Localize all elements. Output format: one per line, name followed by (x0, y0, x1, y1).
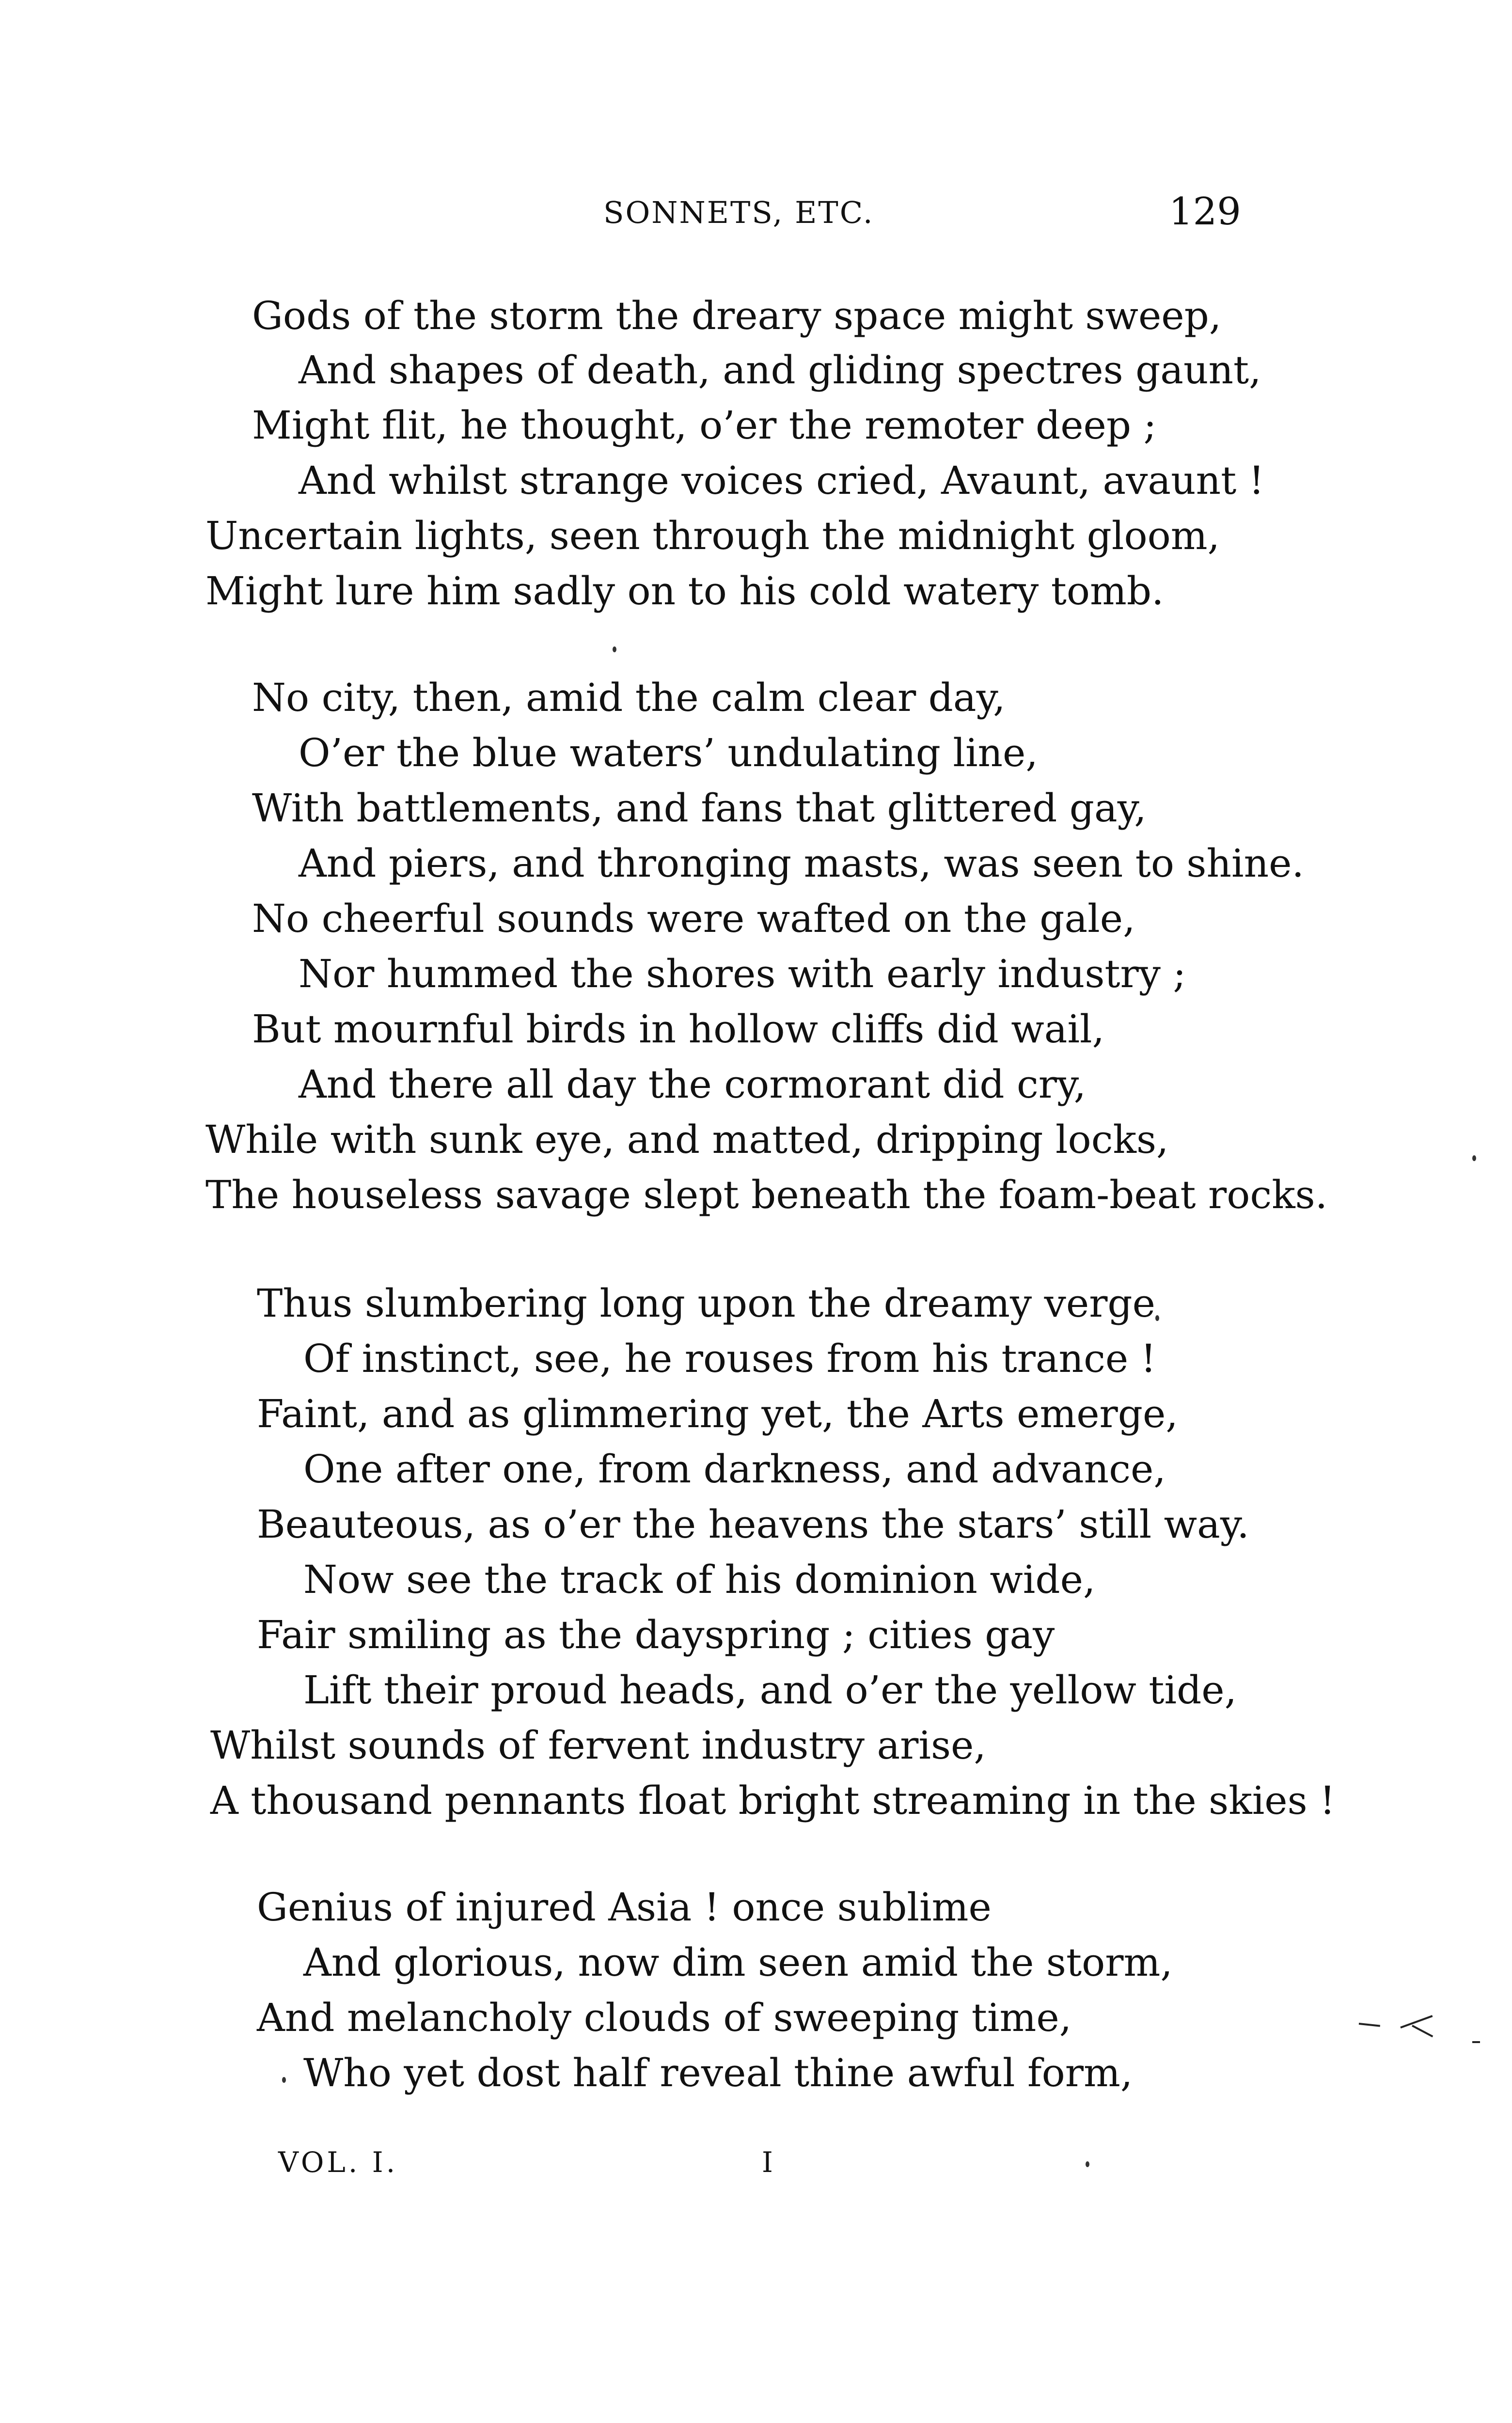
poem-line: Whilst sounds of fervent industry arise, (210, 1723, 986, 1768)
signature-mark: I (762, 2146, 776, 2179)
poem-line: Thus slumbering long upon the dreamy verge (257, 1281, 1155, 1326)
poem-line: With battlements, and fans that glittered gay, (252, 786, 1147, 831)
poem-line: Now see the track of his dominion wide, (303, 1557, 1096, 1602)
poem-line: Might lure him sadly on to his cold watery tomb. (205, 568, 1164, 614)
poem-line: Genius of injured Asia ! once sublime (257, 1885, 992, 1930)
poem-line: The houseless savage slept beneath the foam-beat rocks. (205, 1172, 1328, 1217)
poem-line: One after one, from darkness, and advance, (303, 1447, 1166, 1492)
poem-line: And piers, and thronging masts, was seen to shine. (299, 841, 1304, 886)
poem-line: Gods of the storm the dreary space might sweep, (252, 293, 1222, 338)
ink-speck (282, 2077, 286, 2083)
poem-line: Might flit, he thought, o’er the remoter deep ; (252, 403, 1157, 448)
poem-line: And whilst strange voices cried, Avaunt, avaunt ! (299, 458, 1264, 503)
poem-line: Beauteous, as o’er the heavens the stars’ still way. (257, 1502, 1249, 1547)
margin-scratch (1359, 2023, 1380, 2027)
page-number: 129 (1169, 190, 1241, 234)
poem-line: Nor hummed the shores with early industry ; (299, 951, 1186, 996)
ink-speck (1155, 1315, 1159, 1321)
poem-line: And there all day the cormorant did cry, (299, 1062, 1086, 1107)
ink-speck (1472, 1155, 1476, 1161)
poem-line: Of instinct, see, he rouses from his trance ! (303, 1336, 1156, 1381)
margin-scratch (1472, 2041, 1480, 2043)
ink-speck (1086, 2161, 1089, 2167)
margin-scratch (1412, 2025, 1433, 2037)
poem-line: No city, then, amid the calm clear day, (252, 675, 1006, 720)
ink-speck (613, 646, 616, 652)
poem-line: O’er the blue waters’ undulating line, (299, 730, 1038, 775)
poem-line: While with sunk eye, and matted, dripping locks, (205, 1117, 1169, 1162)
poem-line: Lift their proud heads, and o’er the yellow tide, (303, 1668, 1237, 1713)
poem-line: No cheerful sounds were wafted on the gale, (252, 896, 1135, 941)
running-title: SONNETS, ETC. (603, 195, 874, 230)
poem-line: Fair smiling as the dayspring ; cities gay (257, 1612, 1055, 1657)
poem-line: But mournful birds in hollow cliffs did wail, (252, 1007, 1105, 1052)
poem-line: Uncertain lights, seen through the midnight gloom, (205, 513, 1220, 558)
poem-line: A thousand pennants float bright streaming in the skies ! (210, 1778, 1336, 1823)
poem-line: Who yet dost half reveal thine awful form, (303, 2050, 1133, 2095)
volume-signature: VOL. I. (278, 2146, 398, 2179)
poem-line: And glorious, now dim seen amid the storm, (303, 1940, 1173, 1985)
poem-line: And melancholy clouds of sweeping time, (257, 1995, 1072, 2040)
poem-line: And shapes of death, and gliding spectres gaunt, (299, 347, 1261, 393)
poem-line: Faint, and as glimmering yet, the Arts emerge, (257, 1391, 1178, 1436)
